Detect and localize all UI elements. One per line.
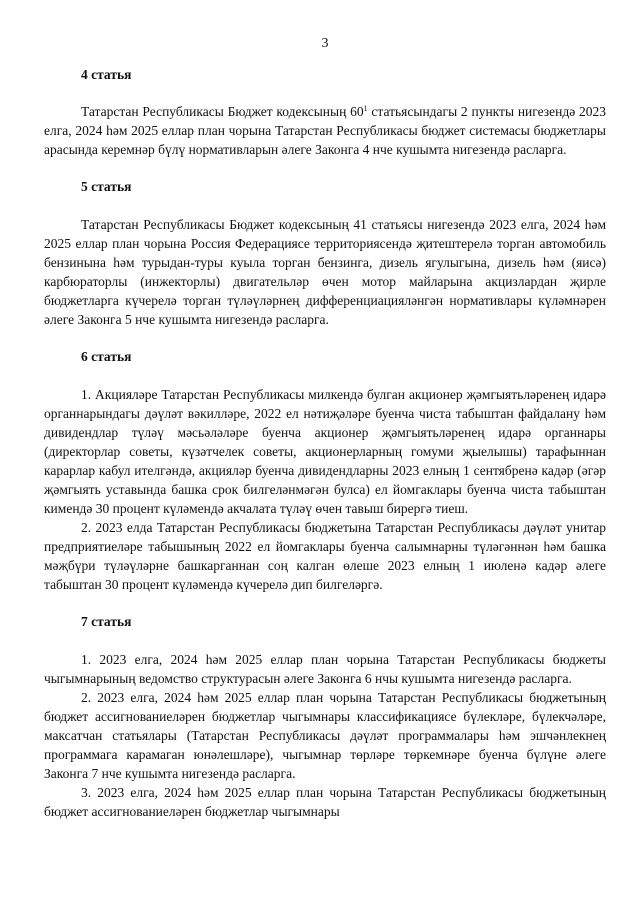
- page-number: 3: [321, 36, 329, 51]
- article-7-paragraph-2: 2. 2023 елга, 2024 һәм 2025 еллар план чорына Татарстан Республикасы бюджетының бюджет ассигнованиеләрен бюджетлар чыгымнары классификациясе бүлекләре, бүлекчәләре, максатчан статьялары (Татарстан Республикасы дәүләт программалары һәм эшчәнлекнең программага карамаган юнәлешләре), чыгымнар төрләре төркемнәре буенча бүлүне әлеге Законга 7 нче кушымта нигезендә расларга.: [44, 690, 606, 781]
- article-6-paragraph-1: 1. Акцияләре Татарстан Республикасы милкендә булган акционер җәмгыятьләренең идарә органнарындагы дәүләт вәкилләре, 2022 ел нәтиҗәләре буенча чиста табыштан файдалану һәм дивидендлар түләү мәсьәләләре буенча акционер җәмгыятьләренең идарә органнары (директорлар советы, күзәтчелек советы, акционерларның гомуми җыелышы) тарафыннан карарлар кабул ителгәндә, акцияләр буенча дивидендларны 2023 елның 1 сентябренә кадәр (әгәр җәмгыять уставында башка срок билгеләнмәгән булса) ел йомгаклары буенча чиста табыштан кимендә 30 процент күләмендә акчалата түләү өчен тавыш бирергә тиеш.: [44, 387, 606, 516]
- article-6-title: 6 статья: [81, 349, 132, 364]
- article-4-superscript: 1: [363, 104, 368, 113]
- article-6-paragraph-2: 2. 2023 елда Татарстан Республикасы бюджетына Татарстан Республикасы дәүләт унитар предприятиеләре табышының 2022 ел йомгаклары буенча салымнарны түләгәннән һәм башка мәҗбүри түләүләрне башкарганнан соң калган өлеше 2023 елның 1 июленә кадәр әлеге табыштан 30 процент күләмендә күчерелә дип билгеләргә.: [44, 520, 606, 592]
- article-7-paragraph-1: 1. 2023 елга, 2024 һәм 2025 еллар план чорына Татарстан Республикасы бюджеты чыгымнарының ведомство структурасын әлеге Законга 6 нчы кушымта нигезендә расларга.: [44, 652, 606, 686]
- article-5-paragraph-1: Татарстан Республикасы Бюджет кодексының 41 статьясы нигезендә 2023 елга, 2024 һәм 2025 еллар план чорына Россия Федерациясе территориясендә җитештерелә торган автомобиль бензинына һәм турыдан-туры куыла торган бензинга, дизель ягулыгына, дизель һәм (яисә) карбюраторлы (инжекторлы) двигательләр өчен мотор майларына акцизлардан җирле бюджетларга күчерелә торган түләүләрнең дифференциацияләнгән нормативлары күләмнәрен әлеге Законга 5 нче кушымта нигезендә расларга.: [44, 217, 606, 327]
- article-4-text-a: Татарстан Республикасы Бюджет кодексының 60: [81, 104, 364, 119]
- article-7-paragraph-3: 3. 2023 елга, 2024 һәм 2025 еллар план чорына Татарстан Республикасы бюджетының бюджет ассигнованиеләрен бюджетлар чыгымнары: [44, 785, 606, 819]
- article-7-title: 7 статья: [81, 614, 132, 629]
- article-4-paragraph-1: [44, 102, 606, 159]
- article-4-title: 4 статья: [81, 67, 132, 82]
- article-4-text-b: статьясындагы 2 пункты нигезендә 2023 елга, 2024 һәм 2025 еллар план чорына Татарстан Республикасы бюджет системасы бюджетлары арасында керемнәр бүлү нормативларын әлеге Законга 4 нче кушымта нигезендә расларга.: [44, 104, 606, 157]
- article-5-title: 5 статья: [81, 179, 132, 194]
